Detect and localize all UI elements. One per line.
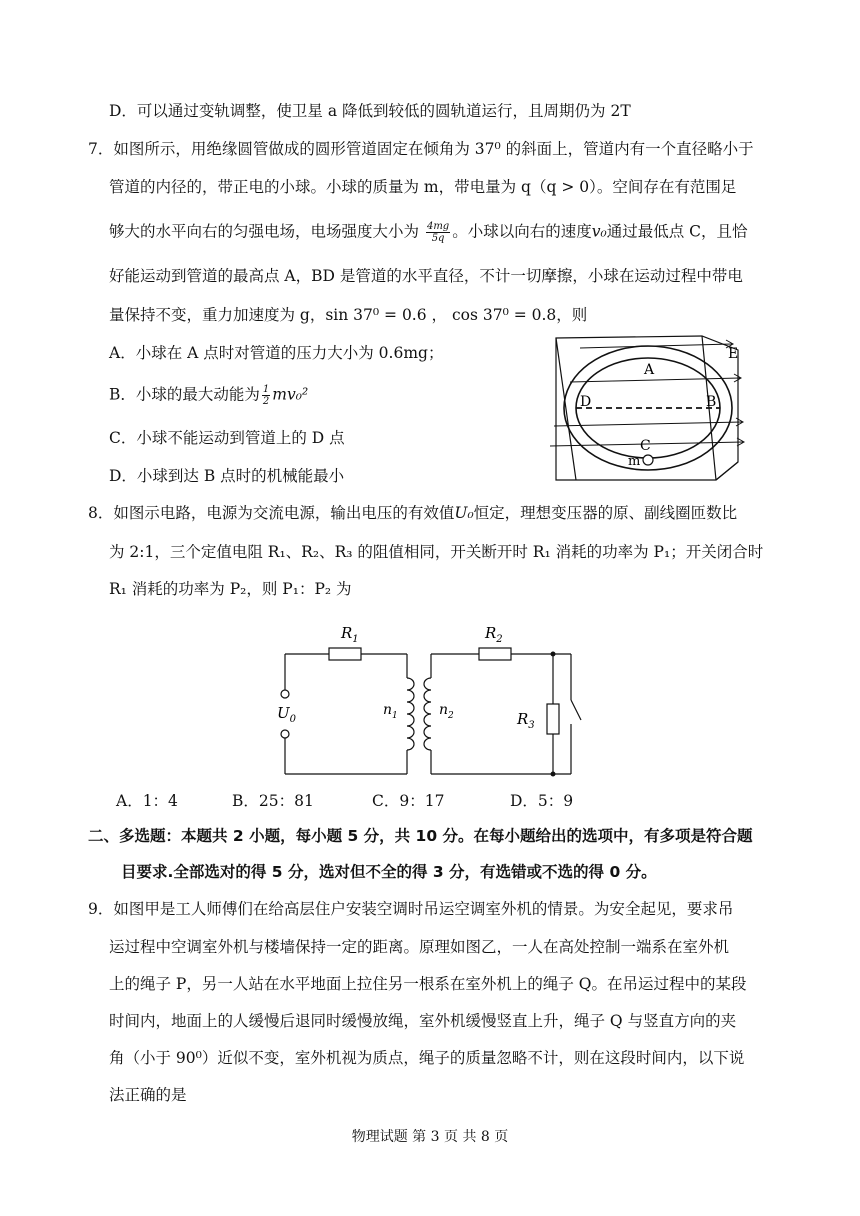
section-2-heading-line-2: 目要求.全部选对的得 5 分，选对但不全的得 3 分，有选错或不选的得 0 分。 — [121, 863, 657, 881]
q8-stem-line-3: R₁ 消耗的功率为 P₂，则 P₁：P₂ 为 — [109, 580, 352, 598]
label-c: C — [640, 438, 651, 454]
transformer-circuit — [265, 618, 595, 780]
q7-option-c: C．小球不能运动到管道上的 D 点 — [109, 429, 345, 447]
q7-stem-line-4: 好能运动到管道的最高点 A，BD 是管道的水平直径，不计一切摩擦，小球在运动过程中带电 — [109, 267, 743, 285]
label-d: D — [580, 394, 592, 410]
q8-stem-line-2: 为 2:1，三个定值电阻 R₁、R₂、R₃ 的阻值相同，开关断开时 R₁ 消耗的功率为 P₁；开关闭合时 — [109, 543, 764, 561]
svg-text:n1: $n_1$ — [383, 702, 398, 721]
label-b: B — [706, 394, 717, 410]
section-2-heading-line-1: 二、多选题：本题共 2 小题，每小题 5 分，共 10 分。在每小题给出的选项中，有多项是符合题 — [88, 827, 753, 845]
field-strength-fraction: $\frac{4mg}{5q}$ — [426, 221, 450, 244]
q9-stem-line-6: 法正确的是 — [109, 1086, 187, 1104]
label-a: A — [644, 362, 655, 378]
q7-option-a: A．小球在 A 点时对管道的压力大小为 0.6mg； — [109, 344, 444, 362]
switch — [571, 700, 581, 720]
resistor-r3 — [547, 704, 559, 734]
q7-stem-line-5: 量保持不变，重力加速度为 g，sin 37⁰ = 0.6 ， cos 37⁰ = 0.8，则 — [109, 306, 588, 324]
page-footer: 物理试题 第 3 页 共 8 页 — [351, 1129, 509, 1145]
q9-stem-line-2: 运过程中空调室外机与楼墙保持一定的距离。原理如图乙，一人在高处控制一端系在室外机 — [109, 938, 730, 956]
q7-stem-line-3: 够大的水平向右的匀强电场，电场强度大小为 $\frac{4mg}{5q}$ 。小球以向右的速度v₀通过最低点 C，且恰 — [109, 221, 748, 244]
ball — [643, 455, 653, 465]
q8-option-a: A．1：4 — [116, 792, 178, 810]
svg-text:R2: $R_2$ — [485, 624, 503, 645]
svg-text:R3: $R_3$ — [517, 710, 535, 731]
resistor-r2 — [479, 648, 511, 660]
q9-stem-line-5: 角（小于 90⁰）近似不变，室外机视为质点，绳子的质量忽略不计，则在这段时间内，以下说 — [109, 1049, 745, 1067]
q6-option-d: D．可以通过变轨调整，使卫星 a 降低到较低的圆轨道运行，且周期仍为 2T — [109, 102, 631, 120]
svg-text:R1: $R_1$ — [341, 624, 359, 645]
q9-stem-line-3: 上的绳子 P，另一人站在水平地面上拉住另一根系在室外机上的绳子 Q。在吊运过程中的某段 — [109, 975, 747, 993]
terminal-top — [281, 690, 289, 698]
secondary-coil — [424, 678, 431, 750]
q7-stem-line-2: 管道的内径的，带正电的小球。小球的质量为 m，带电量为 q（q > 0）。空间存在有范围足 — [109, 178, 737, 196]
q7-option-b: B．小球的最大动能为 $\frac{1}{2}$ mv₀² — [109, 384, 309, 407]
resistor-r1 — [329, 648, 361, 660]
q8-option-c: C．9：17 — [372, 792, 445, 810]
primary-coil — [407, 678, 414, 750]
label-e: E — [728, 346, 739, 362]
q7-option-d: D．小球到达 B 点时的机械能最小 — [109, 467, 345, 485]
svg-text:U0: $U_0$ — [277, 704, 297, 725]
q8-option-b: B．25：81 — [232, 792, 314, 810]
svg-text:n2: $n_2$ — [439, 702, 454, 721]
q9-stem-line-4: 时间内，地面上的人缓慢后退同时缓慢放绳，室外机缓慢竖直上升，绳子 Q 与竖直方向的夹 — [109, 1012, 737, 1030]
q8-stem-line-1: 8．如图示电路，电源为交流电源，输出电压的有效值U₀恒定，理想变压器的原、副线圈匝数比 — [88, 504, 738, 522]
incline-edge — [556, 338, 576, 480]
terminal-bottom — [281, 730, 289, 738]
q7-stem-line-1: 7．如图所示，用绝缘圆管做成的圆形管道固定在倾角为 37⁰ 的斜面上，管道内有一个直径略小于 — [88, 140, 754, 158]
label-m: m — [628, 454, 641, 469]
q8-option-d: D．5：9 — [510, 792, 574, 810]
incline-tube-figure — [540, 328, 760, 490]
q9-stem-line-1: 9．如图甲是工人师傅们在给高层住户安装空调时吊运空调室外机的情景。为安全起见，要求吊 — [88, 900, 734, 918]
